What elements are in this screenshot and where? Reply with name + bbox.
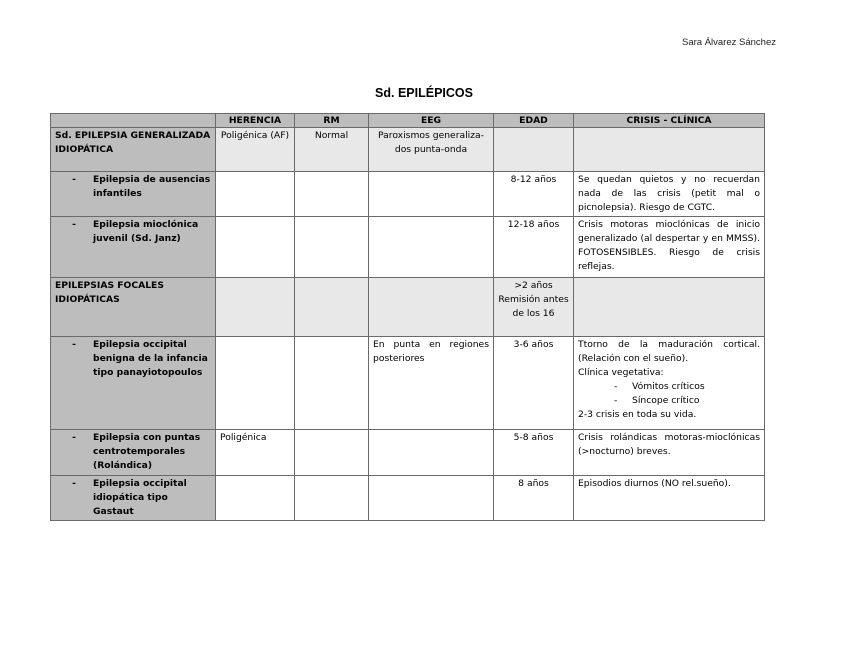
row-name: Epilepsia de ausencias infantiles	[93, 174, 211, 199]
table-row	[51, 172, 765, 217]
cell-herencia	[216, 476, 295, 521]
cell-eeg	[369, 172, 494, 217]
cell-edad: 12-18 años	[494, 217, 574, 278]
cell-edad	[494, 128, 574, 172]
clinica-outro: 2-3 crisis en toda su vida.	[578, 409, 697, 420]
document-title: Sd. EPILÉPICOS	[375, 86, 473, 100]
cell-rm: Normal	[295, 128, 369, 172]
cell-edad: 8 años	[494, 476, 574, 521]
row-name: Epilepsia mioclónica juvenil (Sd. Janz)	[93, 219, 199, 244]
row-name-cell	[51, 476, 216, 521]
cell-herencia	[216, 278, 295, 337]
cell-clinica	[574, 128, 765, 172]
list-dash: -	[72, 219, 76, 230]
list-dash: -	[72, 432, 76, 443]
table-row	[51, 476, 765, 521]
cell-eeg: Paroxismos generaliza-dos punta-onda	[369, 128, 494, 172]
header-eeg: EEG	[369, 114, 494, 128]
cell-eeg: En punta en regiones posteriores	[369, 337, 494, 430]
cell-herencia: Poligénica (AF)	[216, 128, 295, 172]
cell-clinica: Se quedan quietos y no recuerdan nada de las crisis (petit mal o picnolepsia). Riesgo de CGTC.	[574, 172, 765, 217]
cell-edad: 5-8 años	[494, 430, 574, 476]
header-name	[51, 114, 216, 128]
row-name: EPILEPSIAS FOCALES IDIOPÁTICAS	[51, 278, 216, 337]
list-item: - Síncope crítico	[614, 394, 760, 408]
header-rm: RM	[295, 114, 369, 128]
row-name-cell	[51, 217, 216, 278]
cell-herencia	[216, 172, 295, 217]
row-name: Epilepsia occipital benigna de la infancia tipo panayiotopoulos	[93, 339, 208, 378]
list-dash: -	[72, 174, 76, 185]
cell-rm	[295, 430, 369, 476]
cell-clinica: Episodios diurnos (NO rel.sueño).	[574, 476, 765, 521]
cell-rm	[295, 337, 369, 430]
table-row	[51, 217, 765, 278]
row-name-cell	[51, 337, 216, 430]
cell-clinica: Crisis rolándicas motoras-mioclónicas (>nocturno) breves.	[574, 430, 765, 476]
row-name: Sd. EPILEPSIA GENERALIZADA IDIOPÁTICA	[51, 128, 216, 172]
row-name-cell	[51, 430, 216, 476]
cell-eeg	[369, 476, 494, 521]
cell-clinica: Crisis motoras mioclónicas de inicio generalizado (al despertar y en MMSS). FOTOSENSIBLES. Riesgo de crisis reflejas.	[574, 217, 765, 278]
vegetative-list	[578, 380, 760, 408]
cell-herencia	[216, 217, 295, 278]
cell-clinica	[574, 278, 765, 337]
table-row	[51, 337, 765, 430]
clinica-intro: Ttorno de la maduración cortical. (Relación con el sueño).	[578, 339, 760, 364]
cell-clinica	[574, 337, 765, 430]
list-dash: -	[72, 478, 76, 489]
cell-rm	[295, 476, 369, 521]
cell-herencia: Poligénica	[216, 430, 295, 476]
cell-edad: 3-6 años	[494, 337, 574, 430]
cell-eeg	[369, 217, 494, 278]
header-herencia: HERENCIA	[216, 114, 295, 128]
clinica-vegetativa-label: Clínica vegetativa:	[578, 367, 664, 378]
header-edad: EDAD	[494, 114, 574, 128]
cell-rm	[295, 217, 369, 278]
table-row	[51, 430, 765, 476]
cell-herencia	[216, 337, 295, 430]
cell-eeg	[369, 278, 494, 337]
table-row	[51, 128, 765, 172]
cell-edad: 8-12 años	[494, 172, 574, 217]
list-item: - Vómitos críticos	[614, 380, 760, 394]
table-header-row	[51, 114, 765, 128]
cell-rm	[295, 278, 369, 337]
list-dash: -	[72, 339, 76, 350]
row-name-cell	[51, 172, 216, 217]
header-clinica: CRISIS - CLÍNICA	[574, 114, 765, 128]
cell-rm	[295, 172, 369, 217]
row-name: Epilepsia occipital idiopática tipo Gastaut	[93, 478, 187, 517]
author-name: Sara Álvarez Sánchez	[682, 37, 776, 48]
cell-edad: >2 años Remisión antes de los 16	[494, 278, 574, 337]
cell-eeg	[369, 430, 494, 476]
table-row	[51, 278, 765, 337]
syndromes-table	[50, 113, 765, 521]
row-name: Epilepsia con puntas centrotemporales (Rolándica)	[93, 432, 201, 471]
